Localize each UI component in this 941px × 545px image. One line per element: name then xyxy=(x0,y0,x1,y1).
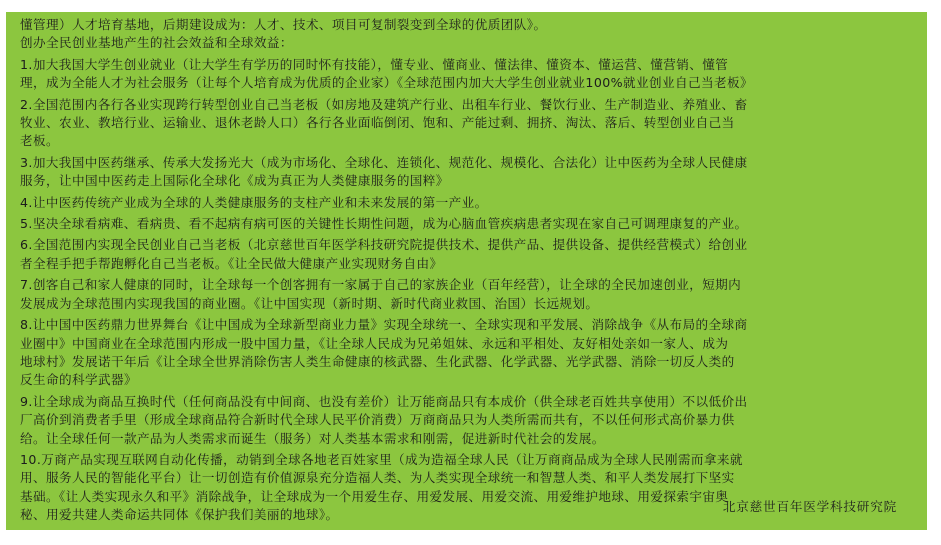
text-line: 理，成为全能人才为社会服务（让每个人培育成为优质的企业家）《全球范围内加大大学生创业就业100%就业创业自己当老板》 xyxy=(20,75,753,91)
text-line: 懂管理）人才培育基地，后期建设成为：人才、技术、项目可复制裂变到全球的优质团队》。 xyxy=(20,17,547,32)
text-line: 3.加大我国中医药继承、传承大发扬光大（成为市场化、全球化、连锁化、规范化、规模化、合法化）让中医药为全球人民健康 xyxy=(20,154,748,170)
text-line: 厂高价到消费者手里（形成全球商品符合新时代全球人民平价消费）万商商品只为人类所需而共有，不以任何形式高价暴力供 xyxy=(20,412,735,428)
text-line: 9.让全球成为商品互换时代（任何商品没有中间商、也没有差价）让万能商品只有本成价（供全球老百姓共享使用）不以低价出 xyxy=(20,393,748,409)
text-line: 2.全国范围内各行各业实现跨行转型创业自己当老板（如房地及建筑产行业、出租车行业、餐饮行业、生产制造业、养殖业、畜 xyxy=(20,96,748,112)
text-line: 1.加大我国大学生创业就业（让大学生有学历的同时怀有技能），懂专业、懂商业、懂法律、懂资本、懂运营、懂营销、懂管 xyxy=(20,56,729,72)
text-line: 秘、用爱共建人类命运共同体《保护我们美丽的地球》。 xyxy=(20,507,339,523)
text-line: 5.坚决全球看病难、看病贵、看不起病有病可医的关键性长期性问题，成为心脑血管疾病患者实现在家自己可调理康复的产业。 xyxy=(20,216,748,232)
text-line: 业圈中》中国商业在全球范围内形成一股中国力量，《让全球人民成为兄弟姐妹、永远和平相处、友好相处亲如一家人、成为 xyxy=(20,335,729,351)
text-line: 7.创客自己和家人健康的同时，让全球每一个创客拥有一家属于自己的家族企业（百年经营），让全球的全民加速创业，短期内 xyxy=(20,277,742,293)
text-line: 8.让中国中医药鼎力世界舞台《让中国成为全球新型商业力量》实现全球统一、全球实现和平发展、消除战争《从布局的全球商 xyxy=(20,317,748,333)
document-panel xyxy=(6,12,927,530)
text-line: 牧业、农业、教培行业、运输业、退休老龄人口）各行各业面临倒闭、饱和、产能过剩、拥挤、淘汰、落后、转型创业自己当 xyxy=(20,115,735,131)
text-line: 发展成为全球范围内实现我国的商业圈。《让中国实现（新时期、新时代商业救国、治国）长远规划。 xyxy=(20,295,599,311)
text-line: 创办全民创业基地产生的社会效益和全球效益： xyxy=(20,35,293,51)
signature: 北京慈世百年医学科技研究院 xyxy=(722,498,897,514)
text-line: 给。让全球任何一款产品为人类需求而诞生（服务）对人类基本需求和刚需，促进新时代社会的发展。 xyxy=(20,430,605,446)
text-line: 基础。《让人类实现永久和平》消除战争，让全球成为一个用爱生存、用爱发展、用爱交流、用爱维护地球、用爱探索宇宙奥 xyxy=(20,488,729,504)
text-line: 反生命的科学武器》 xyxy=(20,372,137,388)
text-line: 地球村》发展诺干年后《让全球全世界消除伤害人类生命健康的核武器、生化武器、化学武器、光学武器、消除一切反人类的 xyxy=(20,353,735,369)
text-line: 用、服务人民的智能化平台）让一切创造有价值源泉充分造福人类、为人类实现全球统一和智慧人类、和平人类发展打下坚实 xyxy=(20,470,735,486)
text-line: 服务，让中国中医药走上国际化全球化《成为真正为人类健康服务的国粹》 xyxy=(20,173,449,189)
text-line: 4.让中医药传统产业成为全球的人类健康服务的支柱产业和未来发展的第一产业。 xyxy=(20,194,488,210)
document-body xyxy=(20,16,913,525)
text-line: 老板。 xyxy=(20,133,59,149)
text-line: 6.全国范围内实现全民创业自己当老板（北京慈世百年医学科技研究院提供技术、提供产品、提供设备、提供经营模式）给创业 xyxy=(20,237,748,253)
text-line: 10.万商产品实现互联网自动化传播，动销到全球各地老百姓家里（成为造福全球人民（让万商商品成为全球人民刚需而拿来就 xyxy=(20,451,743,467)
text-line: 者全程手把手帮跑孵化自己当老板。《让全民做大健康产业实现财务自由》 xyxy=(20,255,443,271)
